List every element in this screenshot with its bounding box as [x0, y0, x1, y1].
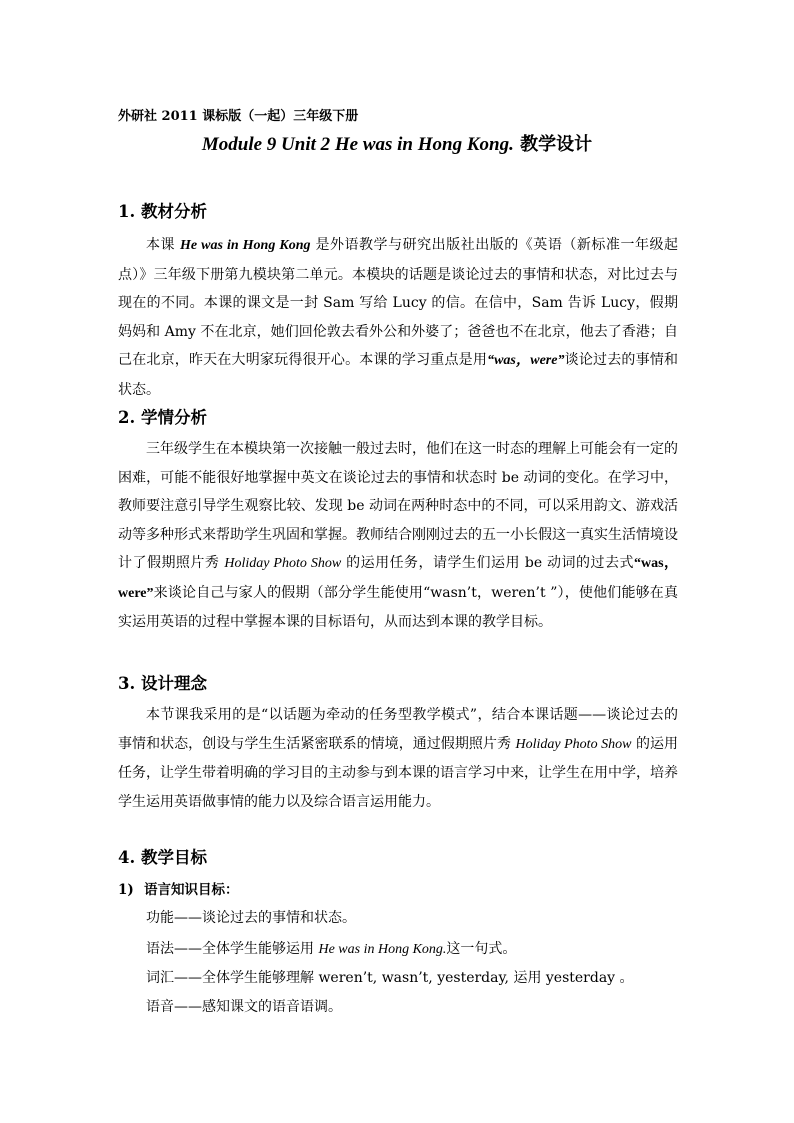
- title-chinese: 教学设计: [520, 134, 593, 155]
- subheading-label: 语言知识目标：: [144, 882, 239, 898]
- body-text: 的运用任务，让学生带着明确的学习目的主动参与到本课的语言学习中来，让学生在用中学，培养学生运用英语做事情的能力以及综合语言运用能力。: [118, 735, 679, 810]
- task-name-text: Holiday Photo Show: [515, 736, 632, 752]
- objective-text: 语音——感知课文的语音语调。: [146, 999, 342, 1015]
- objective-line-phonetics: [146, 995, 342, 1019]
- task-name-text: Holiday Photo Show: [224, 556, 342, 571]
- title-english: Module 9 Unit 2 He was in Hong Kong.: [201, 134, 514, 155]
- body-text: 来谈论自己与家人的假期（部分学生能使用“wasn’t，weren’t ”），使他们能够在真实运用英语的过程中掌握本课的目标语句，从而达到本课的教学目标。: [118, 584, 678, 630]
- body-text: 是外语教学与研究出版社出版的《英语（新标准一年级起点）》三年级下册第九模块第二单元。本模块的话题是谈论过去的事情和状态，对比过去与现在的不同。本课的课文是一封 Sam 写给 Lucy 的信。在信中，Sam 告诉 Lucy，假期妈妈和 Amy 不在北京，她们回伦敦去看外公和外婆了；爸爸也不在北京，他去了香港；自己在北京，昨天在大明家玩得很开心。本课的学习重点是用: [118, 237, 679, 368]
- document-header: 外研社 2011 课标版（一起）三年级下册: [118, 109, 359, 124]
- document-title: [0, 130, 794, 156]
- section-heading: 4. 教学目标: [118, 848, 207, 867]
- objective-text: 词汇——全体学生能够理解 weren’t, wasn’t, yesterday, 运用 yesterday 。: [146, 970, 634, 986]
- target-words-text: “was，were”: [487, 353, 565, 368]
- objective-line-function: [146, 906, 356, 930]
- section-teaching-objectives: [118, 846, 678, 870]
- section-body: [118, 701, 678, 816]
- section-heading: 2. 学情分析: [118, 408, 207, 427]
- body-text: 本课: [146, 237, 181, 253]
- section-heading: 1. 教材分析: [118, 202, 207, 221]
- section-textbook-analysis: [118, 200, 678, 404]
- subheading-language-knowledge: [118, 878, 678, 902]
- section-body: [118, 231, 678, 404]
- body-text: 谈论过去的事情和状态。: [118, 352, 679, 398]
- objective-text: 语法——全体学生能够运用: [146, 941, 319, 957]
- target-words-text: “was，were”: [118, 556, 678, 601]
- target-sentence-text: He was in Hong Kong.: [318, 942, 447, 957]
- section-learner-analysis: [118, 406, 678, 637]
- section-heading: 3. 设计理念: [118, 674, 207, 693]
- body-text: 本节课我采用的是“以话题为牵动的任务型教学模式”，结合本课话题——谈论过去的事情和状态，创设与学生生活紧密联系的情境，通过假期照片秀: [118, 707, 678, 752]
- objective-text: 这一句式。: [446, 941, 517, 957]
- objective-text: 功能——谈论过去的事情和状态。: [146, 910, 356, 926]
- lesson-title-text: He was in Hong Kong: [180, 238, 311, 253]
- section-body: [118, 435, 678, 637]
- subheading-number: 1): [118, 882, 134, 898]
- section-design-concept: [118, 672, 678, 816]
- objective-line-grammar: [146, 937, 516, 962]
- objective-line-vocabulary: [146, 966, 634, 990]
- body-text: 三年级学生在本模块第一次接触一般过去时，他们在这一时态的理解上可能会有一定的困难，可能不能很好地掌握中英文在谈论过去的事情和状态时 be 动词的变化。在学习中，教师要注意引导学生观察比较、发现 be 动词在两种时态中的不同，可以采用韵文、游戏活动等多种形式来帮助学生巩固和掌握。教师结合刚刚过去的五一小长假这一真实生活情境设计了假期照片秀: [118, 441, 678, 571]
- body-text: 的运用任务，请学生们运用 be 动词的过去式: [341, 555, 634, 571]
